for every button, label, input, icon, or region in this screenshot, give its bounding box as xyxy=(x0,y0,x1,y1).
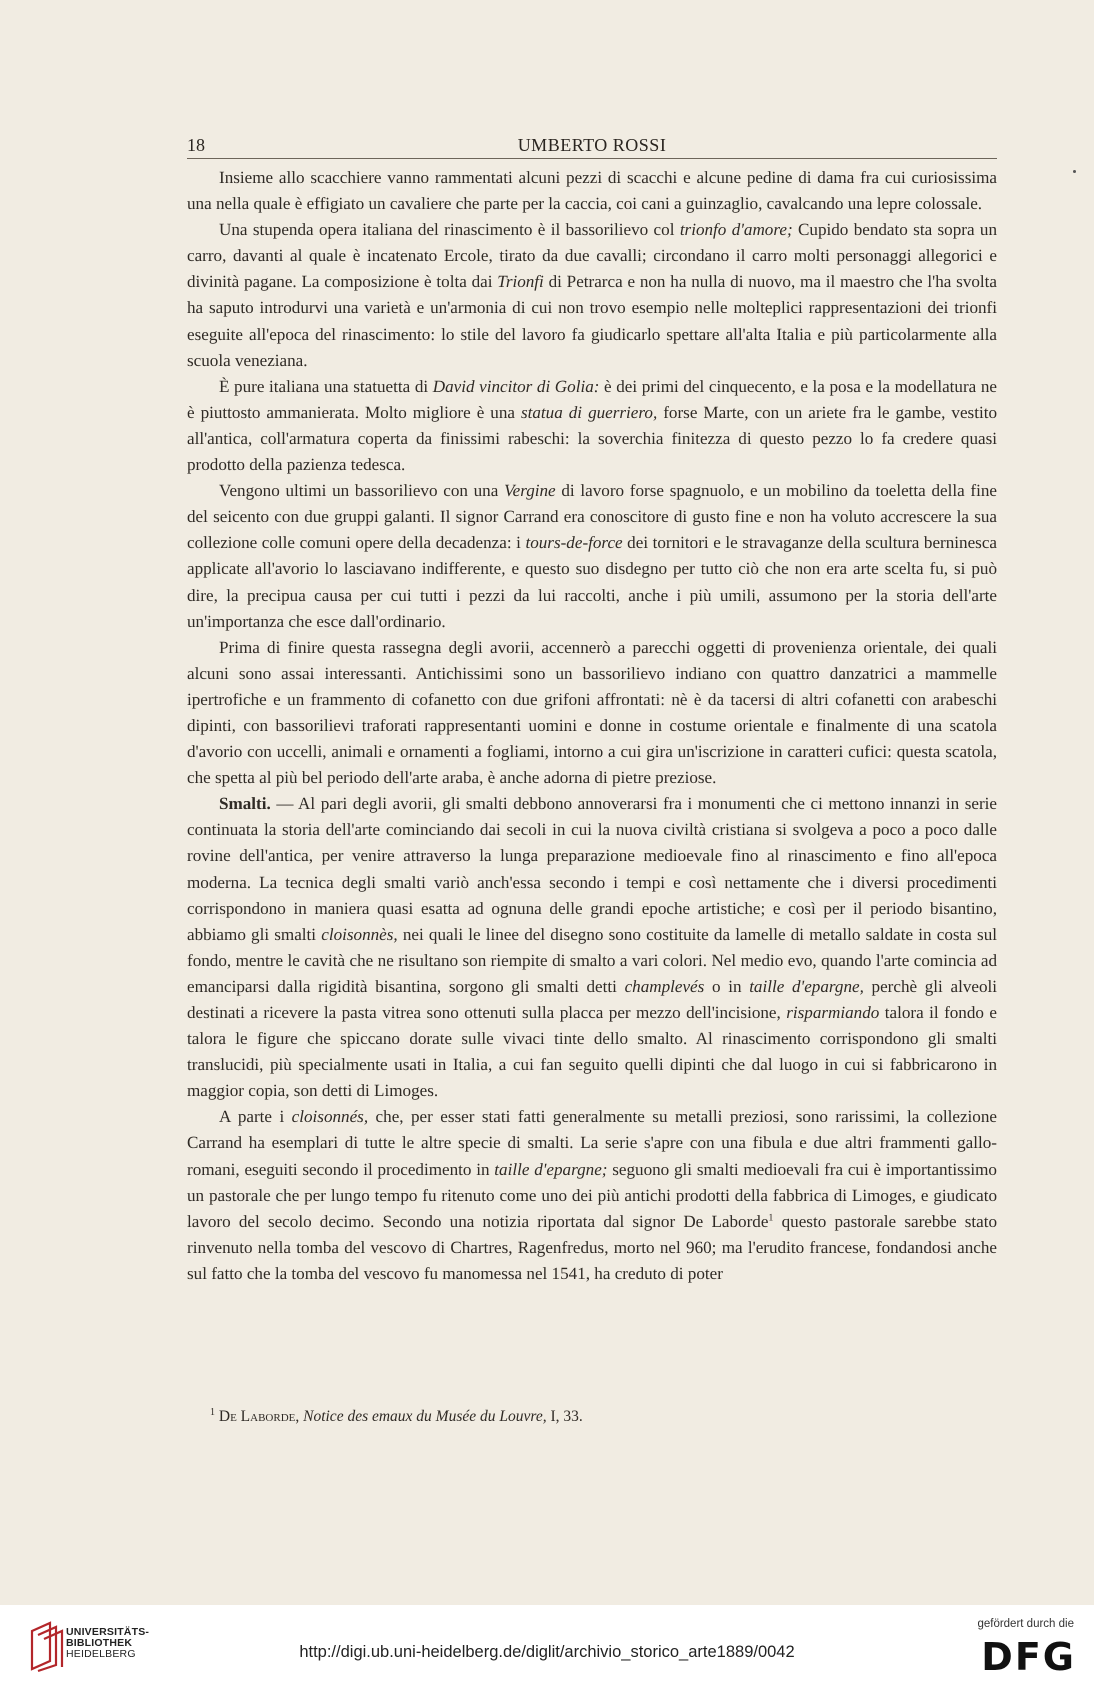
text-run: perchè gli alveoli destinati a ricevere la pasta vitrea sono ottenuti sulla placca per mezzo dell'incisione, xyxy=(187,976,997,1022)
library-line-1: UNIVERSITÄTS- xyxy=(66,1626,150,1638)
funding-note: gefördert durch die xyxy=(977,1618,1074,1630)
running-title: UMBERTO ROSSI xyxy=(517,135,667,155)
text-run: è dei primi del cinquecento, e la posa e la modellatura ne è piuttosto ammanierata. Molto migliore è una xyxy=(187,376,997,422)
library-line-3: HEIDELBERG xyxy=(66,1648,136,1660)
text-run: Trionfi xyxy=(497,272,544,292)
text-run: Vengono ultimi un bassorilievo con una xyxy=(219,481,505,501)
text-run: Smalti. xyxy=(219,794,271,814)
paragraph xyxy=(187,635,997,792)
text-run: David vincitor di Golia: xyxy=(432,376,600,396)
dfg-logo: DFG xyxy=(981,1635,1076,1679)
text-run: taille d'epargne; xyxy=(494,1159,608,1179)
library-line-2: BIBLIOTHEK xyxy=(66,1637,133,1649)
text-run: nei quali le linee del disegno sono costituite da lamelle di metallo saldate in costa sul fondo, mentre le cavità che ne risultano son riempite di smalto a vari colori. Nel medio evo, quando l'arte comincia ad emanciparsi dalla rigidità bisantina, sorgono gli smalti detti xyxy=(187,924,997,996)
text-run: risparmiando xyxy=(786,1003,880,1022)
footnote-marker: 1 xyxy=(210,1406,215,1418)
text-run: Vergine xyxy=(504,481,556,501)
text-run: Cupido bendato sta sopra un carro, davanti al quale è incatenato Ercole, tirato da due cavalli; circondano il carro molti personaggi allegorici e divinità pagane. La composizione è tolta dai xyxy=(187,220,997,292)
footnote-author: De Laborde, xyxy=(218,1408,300,1425)
text-run: taille d'epargne, xyxy=(749,976,864,996)
footnote xyxy=(210,1408,990,1426)
footnote-title: Notice des emaux du Musée du Louvre, xyxy=(303,1408,547,1425)
paragraph xyxy=(187,217,997,374)
text-run: A parte i xyxy=(219,1107,292,1127)
text-run: — Al pari degli avorii, gli smalti debbono annoverarsi fra i monumenti che ci mettono innanzi in serie continuata la storia dell'arte cominciando dai secoli in cui la nuova civiltà cristiana si svolgeva a poco a poco dalle rovine dell'antica, per venire attraverso la lunga preparazione medioevale fino al rinascimento e fino all'epoca moderna. La tecnica degli smalti variò anch'essa secondo i tempi e così nettamente che i diversi procedimenti corrispondono in maniera quasi esatta ad ognuna delle grandi epoche artistiche; e così per il periodo bisantino, abbiamo gli smalti xyxy=(187,794,997,944)
text-run: di Petrarca e non ha nulla di nuovo, ma il maestro che l'ha svolta ha saputo introdurvi una varietà e un'armonia di cui non trovo esempio nelle molteplici rappresentazioni dei trionfi eseguite all'epoca del rinascimento: lo stile del lavoro fa giudicarlo spettare all'alta Italia e più particolarmente alla scuola veneziana. xyxy=(187,272,997,370)
text-run: seguono gli smalti medioevali fra cui è importantissimo un pastorale che per lungo tempo fu ritenuto come uno dei più antichi prodotti della fabbrica di Limoges, e giudicato lavoro del secolo decimo. Secondo una notizia riportata dal signor De Laborde xyxy=(187,1159,997,1231)
text-run: Una stupenda opera italiana del rinascimento è il bassorilievo col xyxy=(219,220,680,240)
footnote-reference: I, 33. xyxy=(546,1408,583,1425)
text-run: che, per esser stati fatti generalmente su metalli preziosi, sono rarissimi, la collezione Carrand ha esemplari di tutte le altre specie di smalti. La serie s'apre con una fibula e due altri frammenti gallo-romani, eseguiti secondo il procedimento in xyxy=(187,1107,997,1179)
paragraph xyxy=(187,374,997,478)
text-run: di lavoro forse spagnuolo, e un mobilino da toeletta della fine del seicento con due gruppi galanti. Il signor Carrand era conoscitore di gusto fine e non ha voluto accrescere la sua collezione colle comuni opere della decadenza: i xyxy=(187,481,998,553)
header-rule xyxy=(187,158,997,159)
paragraph xyxy=(187,1104,997,1287)
text-run: statua di guerriero, xyxy=(520,402,658,422)
text-run: Insieme allo scacchiere vanno rammentati alcuni pezzi di scacchi e alcune pedine di dama fra cui curiosissima una nella quale è effigiato un cavaliere che parte per la caccia, coi cani a guinzaglio, cavalcando una lepre colossale. xyxy=(187,168,997,214)
text-run: cloisonnés, xyxy=(291,1107,369,1127)
footnote-ref: 1 xyxy=(768,1212,774,1224)
text-run: forse Marte, con un ariete fra le gambe, vestito all'antica, coll'armatura coperta da finissimi rabeschi: la soverchia finitezza di questo pezzo lo fa credere quasi prodotto della pazienza tedesca. xyxy=(187,402,997,475)
text-run: champlevés xyxy=(624,976,705,996)
text-run: Prima di finire questa rassegna degli avorii, accennerò a parecchi oggetti di provenienza orientale, dei quali alcuni sono assai interessanti. Antichissimi sono un bassorilievo indiano con quattro danzatrici a mammelle ipertrofiche e un frammento di cofanetto con due grifoni affrontati: nè è da tacersi di altri cofanetti con arabeschi dipinti, con bassorilievi traforati rappresentanti uomini e donne in costume orientale e finalmente di una scatola d'avorio con uccelli, animali e ornamenti a fogliami, intorno a cui gira un'iscrizione in caratteri cufici: questa scatola, che spetta al più bel periodo dell'arte araba, è anche adorna di pietre preziose. xyxy=(187,637,997,788)
running-header xyxy=(187,135,997,159)
text-run: tours-de-force xyxy=(525,533,623,553)
paragraph xyxy=(187,165,997,217)
text-run: talora il fondo e talora le figure che spiccano dorate sulle vivaci tinte dello smalto. Al rinascimento corrispondono gli smalti translucidi, più specialmente usati in Italia, a cui fan seguito quelli dipinti che dal luogo in cui si fabbricarono in maggior copia, son detti di Limoges. xyxy=(187,1003,997,1101)
paragraph xyxy=(187,791,997,1104)
text-run: trionfo d'amore; xyxy=(679,220,793,240)
permalink[interactable]: http://digi.ub.uni-heidelberg.de/diglit/archivio_storico_arte1889/0042 xyxy=(299,1643,795,1661)
scan-speck xyxy=(1073,170,1076,173)
text-run: È pure italiana una statuetta di xyxy=(219,376,433,396)
paragraph xyxy=(187,478,997,635)
text-run: questo pastorale sarebbe stato rinvenuto nella tomba del vescovo di Chartres, Ragenfredus, morto nel 960; ma l'erudito francese, fondandosi anche sul fatto che la tomba del vescovo fu manomessa nel 1541, ha creduto di poter xyxy=(187,1211,998,1283)
page-number: 18 xyxy=(187,135,205,155)
text-run: cloisonnès, xyxy=(321,924,398,944)
text-run: dei tornitori e le stravaganze della scultura berninesca applicate all'avorio lo lasciavano indifferente, e questo suo disdegno per tutto ciò che non era arte scelta fu, si può dire, la precipua causa per cui tutti i pezzi da lui raccolti, anche i più umili, assumono per la storia dell'arte un'importanza che esce dall'ordinario. xyxy=(187,533,997,631)
text-run: o in xyxy=(704,976,750,996)
body-text xyxy=(187,165,997,1287)
